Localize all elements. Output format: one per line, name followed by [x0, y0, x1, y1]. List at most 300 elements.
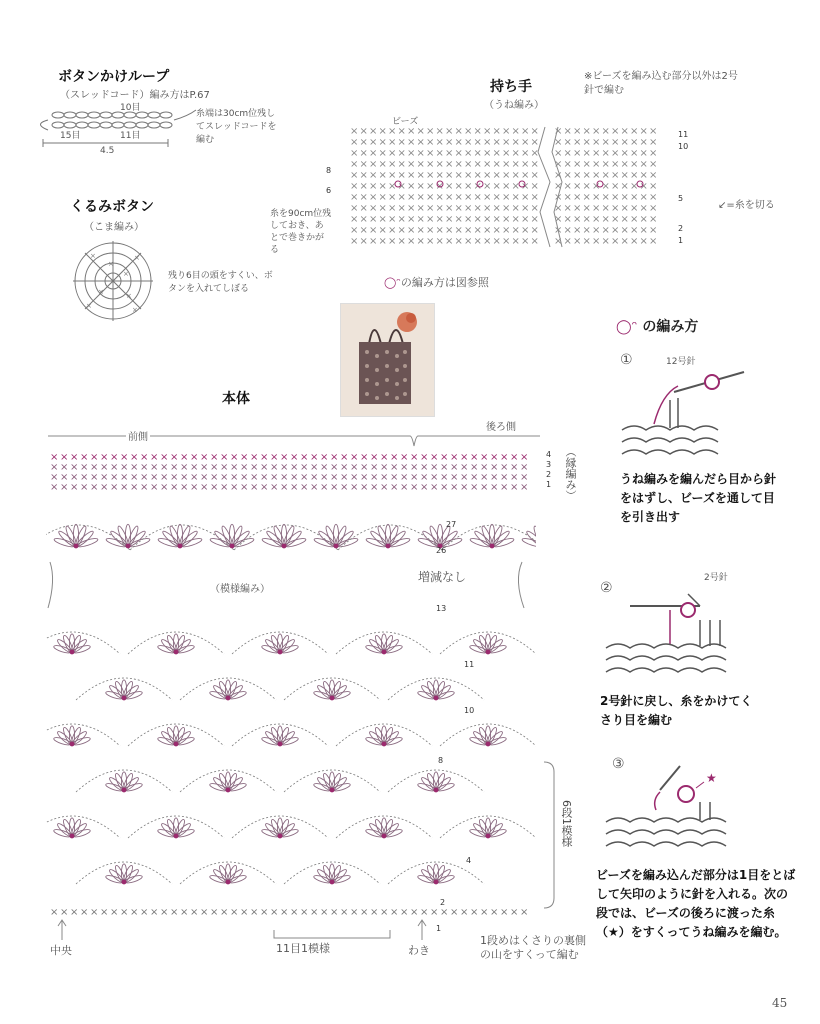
edge-x-stitch: ×: [60, 462, 69, 473]
handle-x-stitch: ×: [454, 181, 463, 192]
handle-x-stitch: ×: [563, 148, 572, 159]
handle-x-stitch: ×: [530, 225, 539, 236]
handle-title: 持ち手: [490, 79, 532, 95]
handle-x-stitch: ×: [435, 214, 444, 225]
handle-x-stitch: ×: [397, 181, 406, 192]
fan-motif: [53, 634, 91, 655]
handle-x-stitch: ×: [473, 236, 482, 247]
handle-x-stitch: ×: [359, 203, 368, 214]
handle-x-stitch: ×: [435, 126, 444, 137]
bottom-x-stitch: ×: [490, 907, 499, 918]
svg-text:×: ×: [132, 306, 138, 314]
handle-x-stitch: ×: [649, 137, 658, 148]
side-row-10: 10: [464, 706, 475, 715]
handle-x-stitch: ×: [573, 203, 582, 214]
fan-motif: [157, 634, 195, 655]
handle-x-stitch: ×: [601, 137, 610, 148]
bottom-x-stitch: ×: [420, 907, 429, 918]
edge-x-stitch: ×: [90, 462, 99, 473]
edge-x-stitch: ×: [200, 472, 209, 483]
handle-x-stitch: ×: [397, 236, 406, 247]
handle-x-stitch: ×: [492, 225, 501, 236]
handle-x-stitch: ×: [630, 192, 639, 203]
cut-legend: ↙=糸を切る: [718, 200, 775, 211]
edge-x-stitch: ×: [380, 462, 389, 473]
handle-x-stitch: ×: [573, 170, 582, 181]
handle-x-stitch: ×: [388, 148, 397, 159]
handle-x-stitch: ×: [350, 192, 359, 203]
handle-x-stitch: ×: [445, 181, 454, 192]
covered-button-subtitle: （こま編み）: [84, 222, 144, 233]
handle-x-stitch: ×: [573, 192, 582, 203]
handle-x-stitch: ×: [378, 214, 387, 225]
edge-x-stitch: ×: [180, 472, 189, 483]
handle-x-stitch: ×: [464, 181, 473, 192]
handle-x-stitch: ×: [592, 214, 601, 225]
handle-x-stitch: ×: [426, 148, 435, 159]
bottom-x-stitch: ×: [170, 907, 179, 918]
handle-x-stitch: ×: [454, 159, 463, 170]
fan-motif: [365, 726, 403, 747]
handle-row-right-5: 5: [678, 194, 684, 203]
fan-motif: [209, 680, 247, 701]
handle-x-stitch: ×: [649, 159, 658, 170]
step2-text: 2号針に戻し、糸をかけてくさり目を編む: [600, 694, 753, 727]
handle-x-stitch: ×: [388, 225, 397, 236]
page-number: 45: [772, 996, 788, 1010]
handle-x-stitch: ×: [563, 159, 572, 170]
handle-x-stitch: ×: [592, 181, 601, 192]
bottom-x-stitch: ×: [520, 907, 529, 918]
handle-x-stitch: ×: [416, 203, 425, 214]
handle-x-stitch: ×: [573, 225, 582, 236]
handle-tail-note: 糸を90cm位残しておき、あとで巻きかがる: [270, 209, 332, 255]
handle-x-stitch: ×: [554, 126, 563, 137]
edge-x-stitch: ×: [370, 452, 379, 463]
edge-x-stitch: ×: [340, 462, 349, 473]
handle-x-stitch: ×: [511, 214, 520, 225]
button-loop-width: 4.5: [100, 146, 115, 156]
edge-x-stitch: ×: [160, 472, 169, 483]
fan-motif: [313, 524, 358, 548]
handle-x-stitch: ×: [359, 192, 368, 203]
handle-x-stitch: ×: [502, 203, 511, 214]
handle-x-stitch: ×: [350, 214, 359, 225]
handle-x-stitch: ×: [454, 203, 463, 214]
handle-x-stitch: ×: [620, 236, 629, 247]
handle-x-stitch: ×: [521, 170, 530, 181]
bottom-x-stitch: ×: [120, 907, 129, 918]
handle-x-stitch: ×: [369, 192, 378, 203]
edge-x-stitch: ×: [450, 462, 459, 473]
edge-x-stitch: ×: [230, 452, 239, 463]
handle-x-stitch: ×: [511, 170, 520, 181]
handle-row-right-1: 1: [678, 236, 684, 245]
bottom-x-stitch: ×: [50, 907, 59, 918]
edge-x-stitch: ×: [110, 482, 119, 492]
edge-x-stitch: ×: [210, 482, 219, 492]
edge-x-stitch: ×: [220, 482, 229, 492]
handle-x-stitch: ×: [582, 203, 591, 214]
edge-x-stitch: ×: [50, 472, 59, 483]
handle-ref-note: ◯ᵔの編み方は図参照: [384, 276, 489, 289]
fan-motif: [313, 772, 351, 793]
edge-x-stitch: ×: [450, 482, 459, 492]
handle-x-stitch: ×: [388, 214, 397, 225]
handle-x-stitch: ×: [582, 225, 591, 236]
handle-x-stitch: ×: [502, 236, 511, 247]
handle-x-stitch: ×: [378, 225, 387, 236]
handle-x-stitch: ×: [464, 225, 473, 236]
edge-x-stitch: ×: [460, 482, 469, 492]
handle-x-stitch: ×: [445, 148, 454, 159]
svg-text:×: ×: [86, 302, 92, 310]
fan-motif: [209, 524, 254, 548]
handle-x-stitch: ×: [407, 159, 416, 170]
handle-x-stitch: ×: [407, 170, 416, 181]
handle-x-stitch: ×: [530, 203, 539, 214]
handle-x-stitch: ×: [620, 159, 629, 170]
edge-x-stitch: ×: [470, 472, 479, 483]
handle-x-stitch: ×: [369, 181, 378, 192]
handle-x-stitch: ×: [350, 225, 359, 236]
edge-x-stitch: ×: [230, 472, 239, 483]
edge-x-stitch: ×: [190, 472, 199, 483]
bottom-x-stitch: ×: [160, 907, 169, 918]
handle-x-stitch: ×: [454, 126, 463, 137]
handle-x-stitch: ×: [530, 137, 539, 148]
edge-x-stitch: ×: [70, 452, 79, 463]
edge-x-stitch: ×: [170, 462, 179, 473]
edge-x-stitch: ×: [500, 472, 509, 483]
handle-x-stitch: ×: [473, 181, 482, 192]
edge-x-stitch: ×: [320, 462, 329, 473]
edge-x-stitch: ×: [150, 452, 159, 463]
edge-x-stitch: ×: [440, 482, 449, 492]
handle-x-stitch: ×: [582, 137, 591, 148]
handle-x-stitch: ×: [620, 137, 629, 148]
handle-x-stitch: ×: [473, 159, 482, 170]
edge-x-stitch: ×: [330, 452, 339, 463]
handle-x-stitch: ×: [359, 137, 368, 148]
edge-x-stitch: ×: [510, 472, 519, 483]
bottom-x-stitch: ×: [110, 907, 119, 918]
bead-stitch-icon: ◯ᵔ: [616, 319, 638, 335]
handle-x-stitch: ×: [388, 192, 397, 203]
edge-x-stitch: ×: [430, 482, 439, 492]
edge-x-stitch: ×: [60, 482, 69, 492]
edge-x-stitch: ×: [80, 472, 89, 483]
handle-x-stitch: ×: [483, 214, 492, 225]
bottom-x-stitch: ×: [380, 907, 389, 918]
covered-button-note: 残り6目の頭をすくい、ボタンを入れてしぼる: [168, 271, 273, 294]
handle-x-stitch: ×: [473, 203, 482, 214]
edge-x-stitch: ×: [500, 482, 509, 492]
bottom-x-stitch: ×: [190, 907, 199, 918]
handle-x-stitch: ×: [454, 148, 463, 159]
handle-x-stitch: ×: [378, 159, 387, 170]
fan-motif: [261, 634, 299, 655]
edge-x-stitch: ×: [290, 462, 299, 473]
edge-x-stitch: ×: [420, 482, 429, 492]
edge-x-stitch: ×: [270, 462, 279, 473]
handle-x-stitch: ×: [464, 148, 473, 159]
edge-x-stitch: ×: [470, 452, 479, 463]
handle-x-stitch: ×: [530, 214, 539, 225]
edge-x-stitch: ×: [350, 482, 359, 492]
handle-x-stitch: ×: [445, 126, 454, 137]
edge-x-stitch: ×: [430, 452, 439, 463]
handle-x-stitch: ×: [592, 170, 601, 181]
edge-x-stitch: ×: [300, 462, 309, 473]
edge-x-stitch: ×: [520, 462, 529, 473]
edge-x-stitch: ×: [70, 482, 79, 492]
handle-x-stitch: ×: [592, 203, 601, 214]
edge-x-stitch: ×: [460, 472, 469, 483]
fan-motif: [209, 772, 247, 793]
edge-x-stitch: ×: [50, 452, 59, 463]
edge-x-stitch: ×: [310, 482, 319, 492]
covered-button-diagram: [68, 236, 158, 326]
handle-x-stitch: ×: [530, 148, 539, 159]
handle-x-stitch: ×: [511, 192, 520, 203]
handle-chart: [340, 122, 670, 252]
handle-x-stitch: ×: [407, 148, 416, 159]
svg-text:×: ×: [123, 270, 129, 278]
edge-x-stitch: ×: [250, 472, 259, 483]
edge-x-stitch: ×: [440, 452, 449, 463]
handle-x-stitch: ×: [454, 137, 463, 148]
edge-x-stitch: ×: [450, 472, 459, 483]
handle-x-stitch: ×: [563, 192, 572, 203]
edge-x-stitch: ×: [190, 462, 199, 473]
step2-number: ②: [600, 580, 613, 596]
handle-x-stitch: ×: [378, 137, 387, 148]
handle-x-stitch: ×: [563, 236, 572, 247]
edge-x-stitch: ×: [120, 482, 129, 492]
handle-x-stitch: ×: [454, 192, 463, 203]
handle-x-stitch: ×: [521, 225, 530, 236]
edge-x-stitch: ×: [360, 482, 369, 492]
handle-x-stitch: ×: [611, 181, 620, 192]
handle-x-stitch: ×: [378, 148, 387, 159]
bottom-x-stitch: ×: [370, 907, 379, 918]
center-label: 中央: [50, 944, 72, 957]
handle-x-stitch: ×: [639, 192, 648, 203]
bottom-x-stitch: ×: [250, 907, 259, 918]
handle-x-stitch: ×: [592, 126, 601, 137]
side-row-11: 11: [464, 660, 475, 669]
handle-x-stitch: ×: [445, 170, 454, 181]
bottom-x-stitch: ×: [150, 907, 159, 918]
bottom-x-stitch: ×: [350, 907, 359, 918]
handle-x-stitch: ×: [416, 170, 425, 181]
edge-x-stitch: ×: [230, 482, 239, 492]
handle-x-stitch: ×: [483, 137, 492, 148]
bottom-x-stitch: ×: [450, 907, 459, 918]
handle-x-stitch: ×: [426, 126, 435, 137]
edge-x-stitch: ×: [250, 452, 259, 463]
edge-x-stitch: ×: [80, 482, 89, 492]
handle-x-stitch: ×: [359, 214, 368, 225]
handle-x-stitch: ×: [359, 181, 368, 192]
edge-x-stitch: ×: [400, 462, 409, 473]
handle-x-stitch: ×: [378, 236, 387, 247]
handle-x-stitch: ×: [592, 137, 601, 148]
handle-x-stitch: ×: [592, 225, 601, 236]
handle-x-stitch: ×: [601, 192, 610, 203]
handle-x-stitch: ×: [426, 236, 435, 247]
handle-x-stitch: ×: [483, 203, 492, 214]
handle-x-stitch: ×: [483, 170, 492, 181]
handle-x-stitch: ×: [359, 159, 368, 170]
handle-x-stitch: ×: [445, 236, 454, 247]
edge-x-stitch: ×: [390, 472, 399, 483]
handle-x-stitch: ×: [620, 126, 629, 137]
bottom-x-stitch: ×: [440, 907, 449, 918]
handle-x-stitch: ×: [630, 148, 639, 159]
edge-x-stitch: ×: [350, 452, 359, 463]
side-row-26: 26: [436, 546, 447, 555]
edge-x-stitch: ×: [270, 452, 279, 463]
edge-x-stitch: ×: [480, 482, 489, 492]
edge-x-stitch: ×: [260, 472, 269, 483]
edge-x-stitch: ×: [400, 452, 409, 463]
handle-x-stitch: ×: [611, 148, 620, 159]
bottom-x-stitch: ×: [80, 907, 89, 918]
handle-x-stitch: ×: [639, 181, 648, 192]
side-row-2: 2: [440, 898, 446, 907]
handle-x-stitch: ×: [407, 236, 416, 247]
upper-band-label: （縁編み）: [564, 446, 577, 501]
handle-x-stitch: ×: [369, 170, 378, 181]
handle-x-stitch: ×: [554, 137, 563, 148]
edge-x-stitch: ×: [220, 472, 229, 483]
repeat-label: 11目1模様: [276, 942, 330, 955]
fan-motif: [105, 864, 143, 885]
handle-x-stitch: ×: [521, 159, 530, 170]
handle-x-stitch: ×: [601, 181, 610, 192]
handle-x-stitch: ×: [521, 126, 530, 137]
edge-x-stitch: ×: [280, 462, 289, 473]
handle-x-stitch: ×: [592, 236, 601, 247]
edge-x-stitch: ×: [430, 462, 439, 473]
edge-x-stitch: ×: [470, 462, 479, 473]
fan-motif: [469, 634, 507, 655]
handle-x-stitch: ×: [435, 148, 444, 159]
bottom-x-stitch: ×: [510, 907, 519, 918]
handle-x-stitch: ×: [435, 170, 444, 181]
handle-x-stitch: ×: [639, 236, 648, 247]
fan-motif: [105, 772, 143, 793]
edge-x-stitch: ×: [490, 482, 499, 492]
handle-x-stitch: ×: [492, 192, 501, 203]
edge-x-stitch: ×: [410, 462, 419, 473]
handle-x-stitch: ×: [435, 137, 444, 148]
bottom-x-stitch: ×: [270, 907, 279, 918]
handle-x-stitch: ×: [435, 236, 444, 247]
handle-x-stitch: ×: [464, 159, 473, 170]
edge-x-stitch: ×: [250, 462, 259, 473]
handle-x-stitch: ×: [473, 225, 482, 236]
edge-x-stitch: ×: [260, 482, 269, 492]
handle-x-stitch: ×: [582, 181, 591, 192]
handle-x-stitch: ×: [359, 225, 368, 236]
edge-x-stitch: ×: [80, 452, 89, 463]
handle-x-stitch: ×: [511, 236, 520, 247]
bottom-x-stitch: ×: [70, 907, 79, 918]
handle-x-stitch: ×: [359, 236, 368, 247]
handle-x-stitch: ×: [611, 170, 620, 181]
handle-x-stitch: ×: [620, 225, 629, 236]
edge-x-stitch: ×: [330, 482, 339, 492]
handle-x-stitch: ×: [630, 214, 639, 225]
handle-x-stitch: ×: [554, 159, 563, 170]
handle-x-stitch: ×: [511, 181, 520, 192]
fan-motif: [157, 818, 195, 839]
edge-x-stitch: ×: [100, 452, 109, 463]
handle-x-stitch: ×: [521, 192, 530, 203]
handle-x-stitch: ×: [601, 236, 610, 247]
edge-x-stitch: ×: [270, 472, 279, 483]
fan-motif: [417, 864, 455, 885]
handle-x-stitch: ×: [601, 148, 610, 159]
handle-x-stitch: ×: [416, 192, 425, 203]
handle-x-stitch: ×: [483, 181, 492, 192]
edge-x-stitch: ×: [340, 452, 349, 463]
handle-x-stitch: ×: [445, 137, 454, 148]
handle-x-stitch: ×: [502, 170, 511, 181]
side-row-13: 13: [436, 604, 447, 613]
edge-x-stitch: ×: [140, 472, 149, 483]
edge-x-stitch: ×: [220, 462, 229, 473]
handle-x-stitch: ×: [397, 159, 406, 170]
handle-x-stitch: ×: [407, 181, 416, 192]
edge-x-stitch: ×: [520, 472, 529, 483]
top-row-1: 1: [546, 480, 552, 489]
handle-x-stitch: ×: [445, 159, 454, 170]
back-label: 後ろ側: [484, 418, 518, 433]
fan-motif: [365, 634, 403, 655]
front-label: 前側: [126, 428, 150, 443]
handle-x-stitch: ×: [630, 203, 639, 214]
handle-x-stitch: ×: [416, 159, 425, 170]
handle-x-stitch: ×: [601, 203, 610, 214]
handle-x-stitch: ×: [620, 192, 629, 203]
side-row-4: 4: [466, 856, 472, 865]
svg-text:×: ×: [108, 260, 114, 268]
handle-x-stitch: ×: [397, 214, 406, 225]
handle-x-stitch: ×: [649, 170, 658, 181]
edge-x-stitch: ×: [510, 482, 519, 492]
handle-x-stitch: ×: [426, 170, 435, 181]
edge-x-stitch: ×: [260, 452, 269, 463]
handle-subtitle: （うね編み）: [484, 100, 544, 111]
edge-x-stitch: ×: [210, 452, 219, 463]
handle-x-stitch: ×: [521, 214, 530, 225]
handle-x-stitch: ×: [483, 236, 492, 247]
edge-x-stitch: ×: [120, 462, 129, 473]
handle-x-stitch: ×: [473, 137, 482, 148]
edge-x-stitch: ×: [380, 482, 389, 492]
edge-x-stitch: ×: [480, 462, 489, 473]
handle-x-stitch: ×: [388, 203, 397, 214]
edge-x-stitch: ×: [490, 462, 499, 473]
handle-x-stitch: ×: [639, 148, 648, 159]
handle-x-stitch: ×: [492, 214, 501, 225]
fan-motif: [157, 726, 195, 747]
handle-x-stitch: ×: [649, 214, 658, 225]
